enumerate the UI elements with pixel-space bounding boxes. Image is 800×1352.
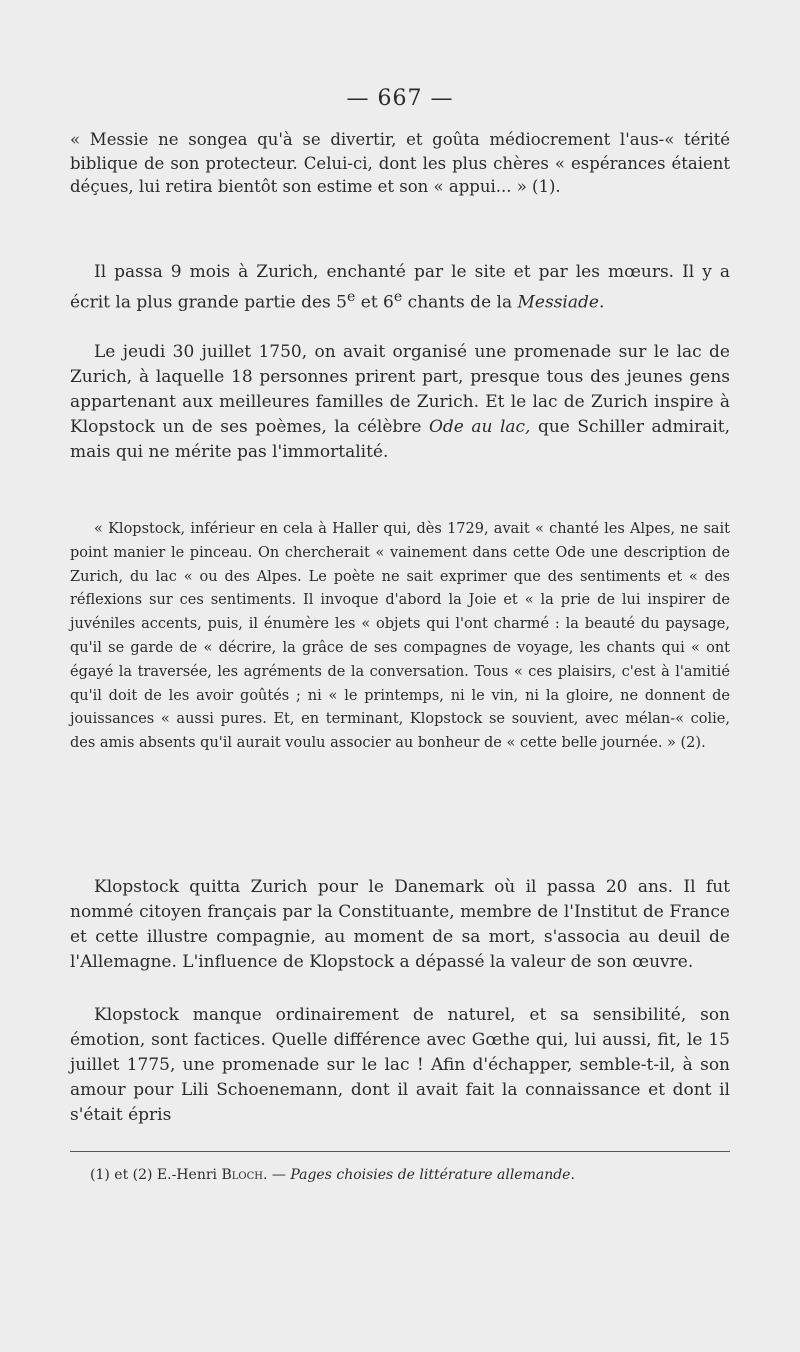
- paragraph-zurich-stay-start: Il passa 9 mois à Zurich, enchanté par le site et par les mœurs. Il y a écrit la plus grande partie des 5: [70, 262, 730, 313]
- paragraph-zurich-stay-text: [70, 260, 730, 316]
- footnote-start: (1) et (2) E.-Henri: [90, 1167, 222, 1183]
- paragraph-zurich-stay-mid: et 6: [355, 292, 394, 313]
- footnote: [90, 1165, 730, 1185]
- quotation-1-text: « Messie ne songea qu'à se divertir, et goûta médiocrement l'aus-« térité biblique de son protecteur. Celui-ci, dont les plus chères « espérances étaient déçues, lui retira bientôt son estime et son « appui... » (1).: [70, 130, 730, 196]
- ode-title: Ode au lac,: [428, 417, 531, 437]
- paragraph-lake-excursion-start: Le jeudi 30 juillet 1750, on avait organisé une promenade sur le lac de Zurich, à laquelle 18 personnes prirent part, presque tous des jeunes gens appartenant aux meilleures familles de Zurich. Et le lac de Zurich inspire à Klopstock un de ses poèmes, la célèbre: [70, 342, 730, 437]
- paragraph-denmark: [70, 875, 730, 975]
- superscript-e-2: e: [393, 289, 403, 305]
- page-number: — 667 —: [346, 86, 454, 111]
- footnote-book-title: Pages choisies de littérature allemande.: [290, 1167, 575, 1183]
- paragraph-lake-excursion: [70, 340, 730, 465]
- paragraph-zurich-stay: [70, 260, 730, 316]
- quotation-2-text: « Klopstock, inférieur en cela à Haller qui, dès 1729, avait « chanté les Alpes, ne sait point manier le pinceau. On chercherait « vainement dans cette Ode une description de Zurich, du lac « ou des Alpes. Le poète ne sait exprimer que des sentiments et « des réflexions sur ces sentiments. Il invoque d'abord la Joie et « la prie de lui inspirer de juvéniles accents, puis, il énumère les « objets qui l'ont charmé : la beauté du paysage, qu'il se garde de « décrire, la grâce de ses compagnes de voyage, les chants qui « ont égayé la traversée, les agréments de la conversation. Tous « ces plaisirs, c'est à l'amitié qu'il doit de les avoir goûtés ; ni « le printemps, ni le vin, ni la gloire, ne donnent de jouissances « aussi pures. Et, en terminant, Klopstock se souvient, avec mélan-« colie, des amis absents qu'il aurait voulu associer au bonheur de « cette belle journée. » (2).: [70, 521, 730, 752]
- paragraph-lake-excursion-text: [70, 340, 730, 465]
- messiade-title: Messiade.: [517, 292, 605, 313]
- paragraph-goethe-comparison: [70, 1003, 730, 1128]
- quotation-1: [70, 128, 730, 199]
- paragraph-goethe-comparison-text: Klopstock manque ordinairement de naturel, et sa sensibilité, son émotion, sont factices. Quelle différence avec Gœthe qui, lui aussi, fit, le 15 juillet 1775, une promenade sur le lac ! Afin d'échapper, semble-t-il, à son amour pour Lili Schoenemann, dont il avait fait la connaissance et dont il s'était épris: [70, 1005, 730, 1125]
- footnote-mid: . —: [262, 1167, 291, 1183]
- paragraph-zurich-stay-end: chants de la: [402, 292, 518, 313]
- paragraph-denmark-text: Klopstock quitta Zurich pour le Danemark où il passa 20 ans. Il fut nommé citoyen français par la Constituante, membre de l'Institut de France et cette illustre compagnie, au moment de sa mort, s'associa au deuil de l'Allemagne. L'influence de Klopstock a dépassé la valeur de son œuvre.: [70, 877, 730, 972]
- quotation-2: [70, 518, 730, 756]
- superscript-e-1: e: [346, 289, 356, 305]
- footnote-author: Bloch: [221, 1167, 263, 1183]
- footnote-divider: [70, 1151, 730, 1152]
- paragraph-lake-excursion-end: que Schiller admirait, mais qui ne mérite pas l'immortalité.: [70, 417, 731, 462]
